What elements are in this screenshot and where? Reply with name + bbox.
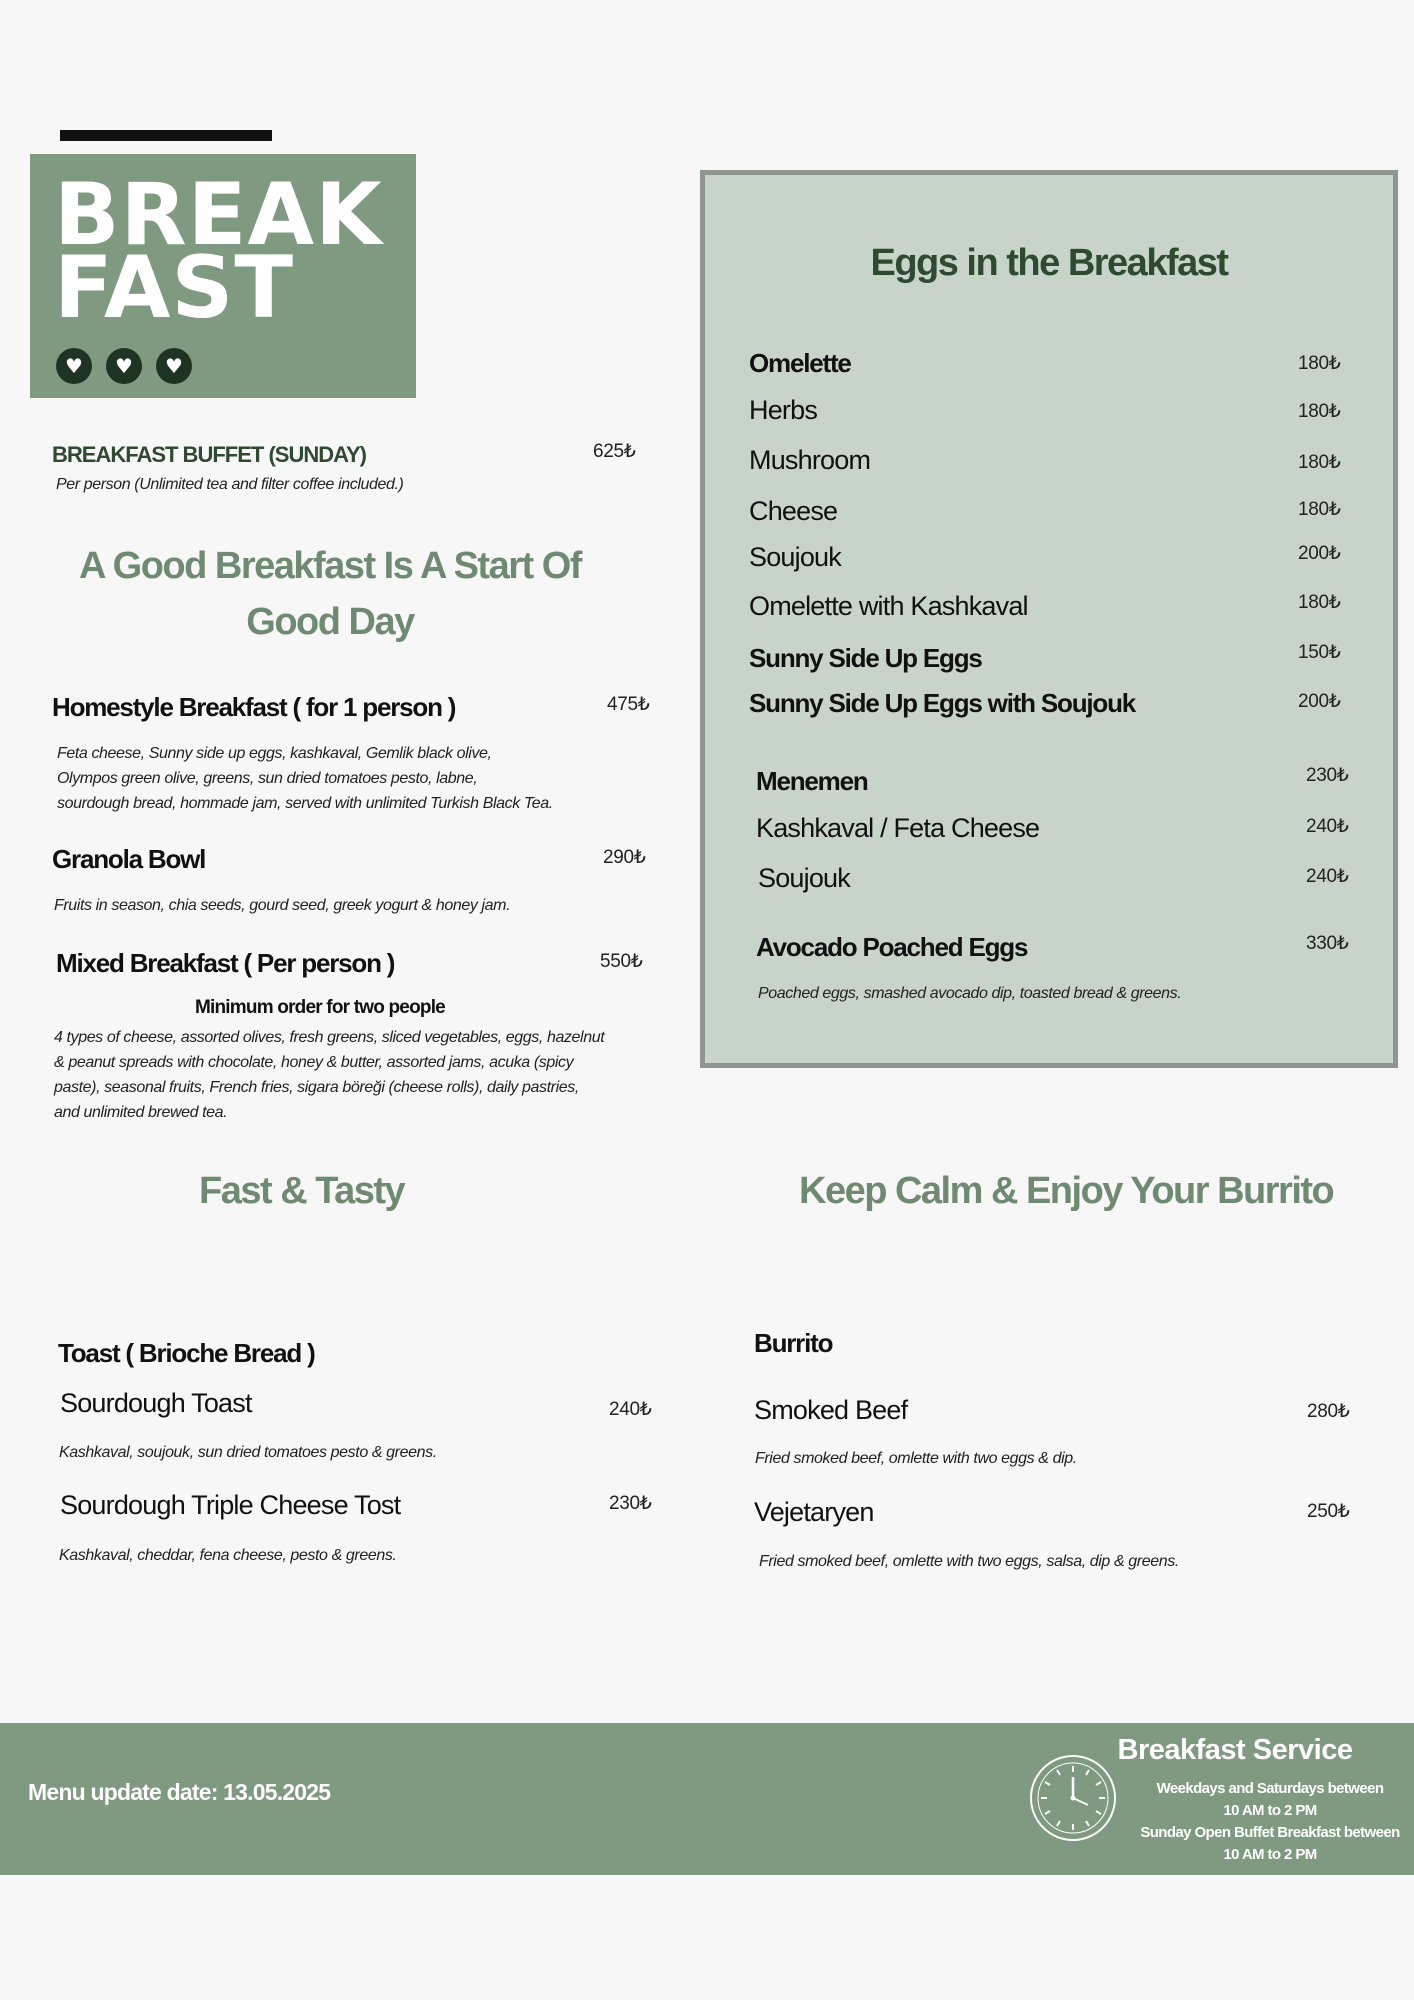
smoked-beef-price: 280₺ [1307,1401,1350,1422]
heart-icons [56,348,192,384]
buffet-name: BREAKFAST BUFFET (SUNDAY) [52,442,366,467]
mixed-note: Minimum order for two people [195,997,445,1018]
egg-item-herbs: Herbs [749,395,818,425]
title-line-2: FAST [54,238,295,338]
egg-item-mushroom: Mushroom [749,445,871,475]
toast-group-label: Toast ( Brioche Bread ) [58,1338,315,1368]
egg-price-soujouk: 200₺ [1298,543,1341,564]
granola-name: Granola Bowl [52,844,206,874]
egg-item-cheese: Cheese [749,496,838,526]
eggs-title: Eggs in the Breakfast [870,242,1228,284]
vejetaryen-price: 250₺ [1307,1501,1350,1522]
egg-price-herbs: 180₺ [1298,401,1341,422]
egg-item-omelette-kashkaval: Omelette with Kashkaval [749,591,1028,621]
burrito-group-label: Burrito [754,1328,833,1358]
service-title: Breakfast Service [1117,1734,1353,1766]
vejetaryen-desc: Fried smoked beef, omlette with two eggs, salsa, dip & greens. [759,1553,1179,1570]
granola-desc: Fruits in season, chia seeds, gourd seed, greek yogurt & honey jam. [54,897,511,914]
heart-icon: ♥ [106,348,142,384]
homestyle-name: Homestyle Breakfast ( for 1 person ) [52,692,456,722]
egg-desc-avocado: Poached eggs, smashed avocado dip, toasted bread & greens. [758,985,1182,1002]
egg-price-avocado: 330₺ [1306,933,1349,954]
slogan-line-2: Good Day [246,601,414,643]
egg-price-menemen: 230₺ [1306,765,1349,786]
triple-cheese-name: Sourdough Triple Cheese Tost [60,1490,401,1520]
burrito-title: Keep Calm & Enjoy Your Burrito [799,1170,1334,1212]
egg-item-kashkaval-feta: Kashkaval / Feta Cheese [756,813,1040,843]
egg-item-menemen: Menemen [756,766,868,796]
egg-item-menemen-soujouk: Soujouk [758,863,850,893]
menu-update-date: Menu update date: 13.05.2025 [28,1779,331,1805]
granola-price: 290₺ [603,847,646,868]
mixed-price: 550₺ [600,951,643,972]
title-line-1: BREAK [54,165,383,265]
heart-icon: ♥ [56,348,92,384]
egg-price-cheese: 180₺ [1298,499,1341,520]
egg-price-sunny-side-soujouk: 200₺ [1298,691,1341,712]
egg-price-omelette: 180₺ [1298,353,1341,374]
homestyle-desc: Feta cheese, Sunny side up eggs, kashkaval, Gemlik black olive, Olympos green olive, greens, sun dried tomatoes pesto, labne, sourdough bread, hommade jam, served with unlimited Turkish Black Tea. [57,745,553,812]
triple-cheese-price: 230₺ [609,1493,652,1514]
egg-price-sunny-side: 150₺ [1298,642,1341,663]
egg-item-avocado: Avocado Poached Eggs [756,932,1028,962]
title-accent-bar [60,130,272,141]
vejetaryen-name: Vejetaryen [754,1497,874,1527]
egg-item-soujouk: Soujouk [749,542,841,572]
sourdough-toast-name: Sourdough Toast [60,1388,252,1418]
homestyle-price: 475₺ [607,694,650,715]
egg-item-sunny-side-soujouk: Sunny Side Up Eggs with Soujouk [749,688,1136,718]
buffet-note: Per person (Unlimited tea and filter coffee included.) [56,476,404,493]
slogan-line-1: A Good Breakfast Is A Start Of [79,545,581,587]
sourdough-toast-desc: Kashkaval, soujouk, sun dried tomatoes pesto & greens. [59,1444,437,1461]
egg-item-sunny-side: Sunny Side Up Eggs [749,643,982,673]
egg-price-mushroom: 180₺ [1298,452,1341,473]
eggs-panel [700,170,1398,1068]
smoked-beef-desc: Fried smoked beef, omlette with two eggs & dip. [755,1450,1077,1467]
buffet-price: 625₺ [593,441,636,462]
service-line-4: 10 AM to 2 PM [1223,1846,1317,1863]
service-line-2: 10 AM to 2 PM [1223,1802,1317,1819]
slogan [40,538,620,650]
mixed-desc: 4 types of cheese, assorted olives, fresh greens, sliced vegetables, eggs, hazelnut & peanut spreads with chocolate, honey & butter, assorted jams, acuka (spicy paste), seasonal fruits, French fries, sigara böreği (cheese rolls), daily pastries, and unlimited brewed tea. [54,1029,605,1121]
mixed-name: Mixed Breakfast ( Per person ) [56,948,395,978]
service-line-1: Weekdays and Saturdays between [1156,1780,1384,1797]
egg-price-kashkaval-feta: 240₺ [1306,816,1349,837]
service-line-3: Sunday Open Buffet Breakfast between [1140,1824,1400,1841]
egg-item-omelette: Omelette [749,348,851,378]
heart-icon: ♥ [156,348,192,384]
footer-bar [0,1723,1414,1875]
egg-price-menemen-soujouk: 240₺ [1306,866,1349,887]
smoked-beef-name: Smoked Beef [754,1395,908,1425]
fast-tasty-title: Fast & Tasty [199,1170,405,1212]
sourdough-toast-price: 240₺ [609,1399,652,1420]
egg-price-omelette-kashkaval: 180₺ [1298,592,1341,613]
title-block [30,154,416,398]
triple-cheese-desc: Kashkaval, cheddar, fena cheese, pesto & greens. [59,1547,397,1564]
